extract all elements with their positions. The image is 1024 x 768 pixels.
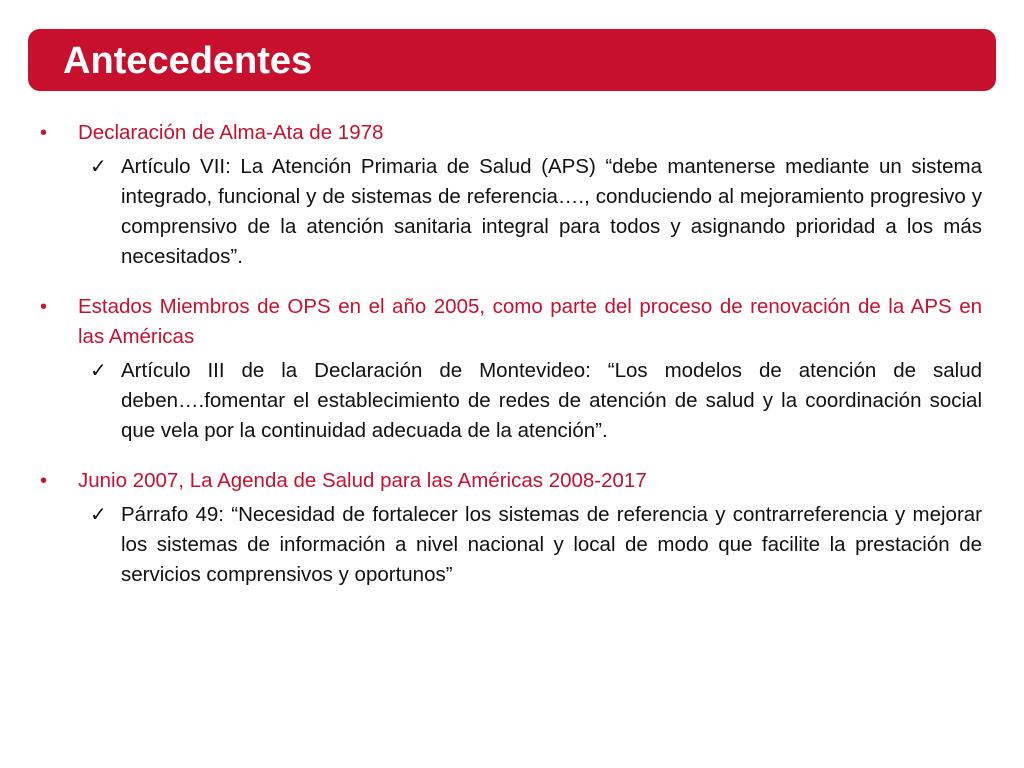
page-title: Antecedentes: [63, 40, 313, 82]
bullet-dot-icon: •: [40, 296, 48, 318]
check-item: [40, 500, 982, 590]
bullet-heading: Estados Miembros de OPS en el año 2005, como parte del proceso de renovación de la APS en las Américas: [78, 295, 982, 348]
bullet-dot-icon: •: [40, 470, 48, 492]
bullet-heading: Junio 2007, La Agenda de Salud para las Américas 2008-2017: [78, 469, 647, 492]
slide-content: [40, 118, 982, 610]
bullet-heading: Declaración de Alma-Ata de 1978: [78, 121, 384, 144]
check-item: [40, 356, 982, 446]
checkmark-icon: ✓: [90, 504, 107, 526]
check-detail: Artículo III de la Declaración de Montevideo: “Los modelos de atención de salud deben….fomentar el establecimiento de redes de atención de salud y la coordinación social que vela por la continuidad adecuada de la atención”.: [121, 359, 982, 442]
bullet-dot-icon: •: [40, 122, 48, 144]
bullet-item: [40, 466, 982, 496]
checkmark-icon: ✓: [90, 156, 107, 178]
bullet-item: [40, 118, 982, 148]
check-detail: Párrafo 49: “Necesidad de fortalecer los sistemas de referencia y contrarreferencia y mejorar los sistemas de información a nivel nacional y local de modo que facilite la prestación de servicios comprensivos y oportunos”: [121, 503, 982, 586]
section-agenda-2007: [40, 466, 982, 590]
title-bar: [28, 29, 996, 91]
section-alma-ata: [40, 118, 982, 272]
section-ops-2005: [40, 292, 982, 446]
check-item: [40, 152, 982, 272]
bullet-item: [40, 292, 982, 352]
check-detail: Artículo VII: La Atención Primaria de Salud (APS) “debe mantenerse mediante un sistema integrado, funcional y de sistemas de referencia…., conduciendo al mejoramiento progresivo y comprensivo de la atención sanitaria integral para todos y asignando prioridad a los más necesitados”.: [121, 155, 982, 268]
checkmark-icon: ✓: [90, 360, 107, 382]
